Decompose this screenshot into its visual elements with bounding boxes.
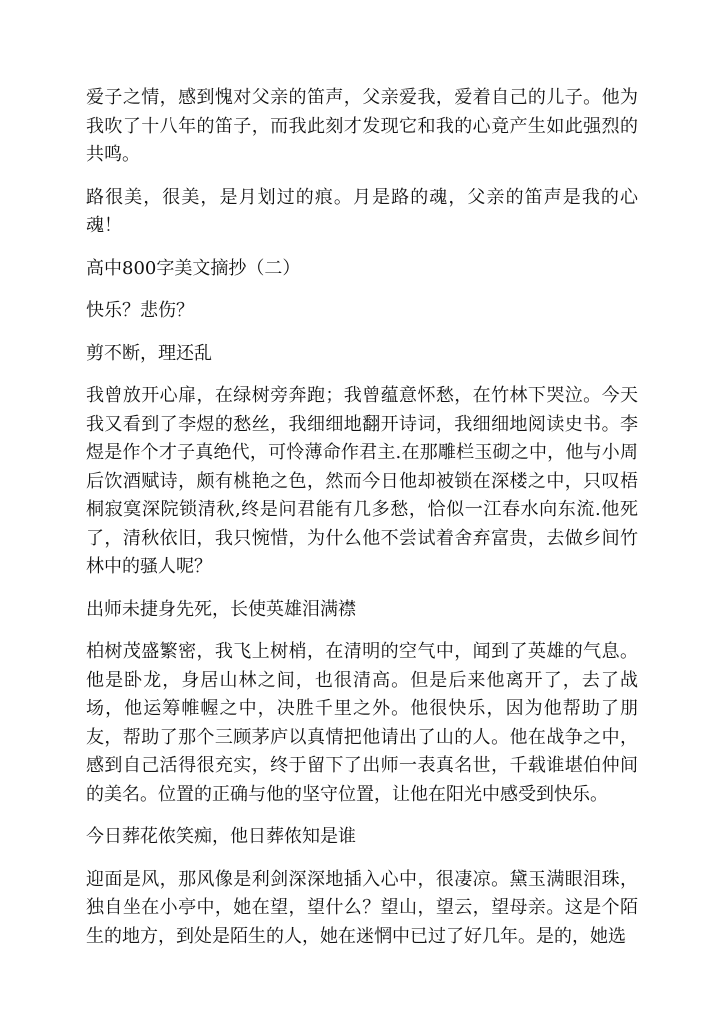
paragraph-zhuge-liang: 柏树茂盛繁密，我飞上树梢，在清明的空气中，闻到了英雄的气息。他是卧龙，身居山林之间，也很清高。但是后来他离开了，去了战场，他运筹帷幄之中，决胜千里之外。他很快乐，因为他帮助了朋友，帮助了那个三顾茅庐以真情把他请出了山的人。他在战争之中，感到自己活得很充实，终于留下了出师一表真名世，千载谁堪伯仲间的美名。位置的正确与他的坚守位置，让他在阳光中感受到快乐。 [86, 641, 638, 805]
subheading-zhuge-liang: 出师未捷身先死，长使英雄泪满襟 [86, 598, 356, 620]
subheading-daiyu: 今日葬花侬笑痴，他日葬侬知是谁 [86, 826, 356, 847]
section-heading: 高中800字美文摘抄（二） [86, 257, 301, 279]
subheading-happy-sad: 快乐？悲伤？ [86, 300, 194, 321]
paragraph-daiyu: 迎面是风，那风像是利剑深深地插入心中，很凄凉。黛玉满眼泪珠，独自坐在小亭中，她在望，望什么？望山，望云，望母亲。这是个陌生的地方，到处是陌生的人，她在迷惘中已过了好几年。是的，她选 [86, 868, 638, 947]
paragraph-road-moon: 路很美，很美，是月划过的痕。月是路的魂，父亲的笛声是我的心魂！ [86, 186, 638, 236]
document-body [86, 84, 638, 965]
subheading-cut-not-break: 剪不断，理还乱 [86, 342, 212, 364]
paragraph-li-yu: 我曾放开心扉，在绿树旁奔跑；我曾蕴意怀愁，在竹林下哭泣。今天我又看到了李煜的愁丝，我细细地翻开诗词，我细细地阅读史书。李煜是作个才子真绝代，可怜薄命作君主.在那雕栏玉砌之中，他与小周后饮酒赋诗，颇有桃艳之色，然而今日他却被锁在深楼之中，只叹梧桐寂寞深院锁清秋,终是问君能有几多愁，恰似一江春水向东流.他死了，清秋依旧，我只惋惜，为什么他不尝试着舍弃富贵，去做乡间竹林中的骚人呢？ [86, 385, 638, 577]
paragraph-father-flute: 爱子之情，感到愧对父亲的笛声，父亲爱我，爱着自己的儿子。他为我吹了十八年的笛子，而我此刻才发现它和我的心竟产生如此强烈的共鸣。 [86, 87, 638, 165]
